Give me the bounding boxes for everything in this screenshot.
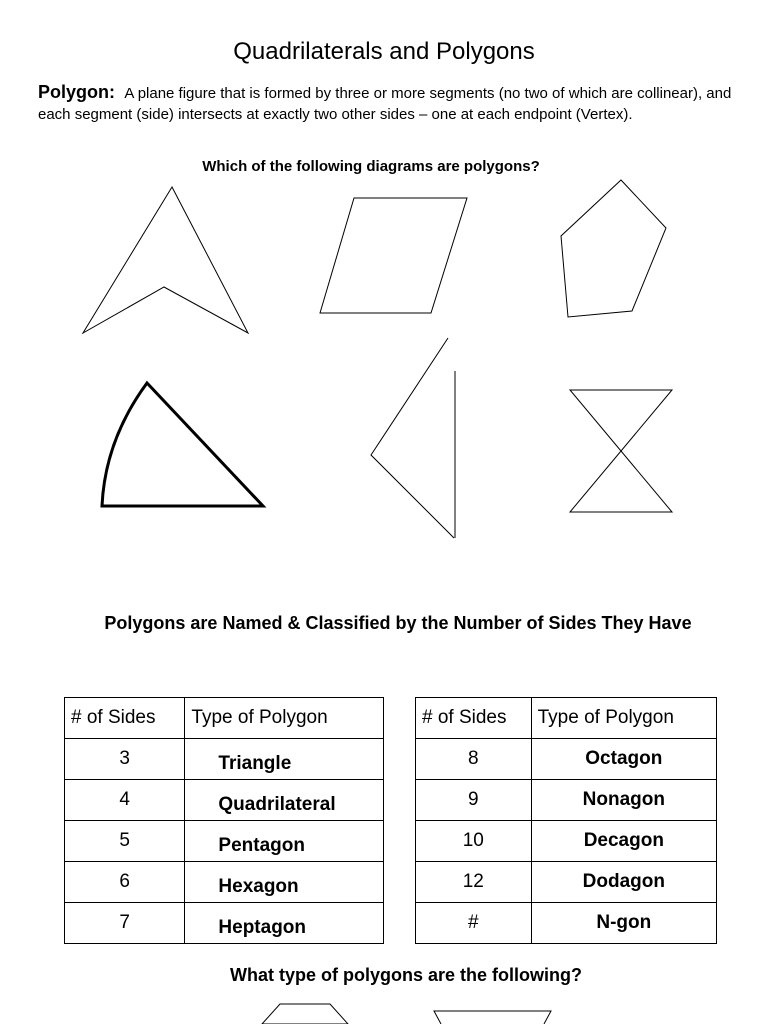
table-row bbox=[65, 739, 384, 780]
sides-cell: 12 bbox=[416, 862, 532, 903]
parallelogram-shape bbox=[320, 198, 467, 313]
sides-cell: 5 bbox=[65, 821, 185, 862]
table-row bbox=[65, 862, 384, 903]
table-row bbox=[416, 903, 717, 944]
sides-cell: 7 bbox=[65, 903, 185, 944]
table-row bbox=[416, 821, 717, 862]
polygon-name-cell: Octagon bbox=[531, 739, 716, 780]
sides-cell: 9 bbox=[416, 780, 532, 821]
sides-cell: # bbox=[416, 903, 532, 944]
bowtie-shape bbox=[570, 390, 672, 512]
definition-term: Polygon: bbox=[38, 82, 115, 102]
definition-text: A plane figure that is formed by three or more segments (no two of which are collinear), and each segment (side) intersects at exactly two other sides – one at each endpoint (Vertex). bbox=[38, 85, 732, 123]
question-which-polygons: Which of the following diagrams are polygons? bbox=[202, 158, 540, 175]
page-title: Quadrilaterals and Polygons bbox=[233, 38, 535, 65]
section-heading: Polygons are Named & Classified by the Number of Sides They Have bbox=[104, 613, 692, 633]
table-row bbox=[65, 780, 384, 821]
polygon-table-right bbox=[415, 697, 717, 944]
polygon-name-cell: Hexagon bbox=[185, 862, 384, 903]
table-row bbox=[65, 821, 384, 862]
polygon-name-cell: Heptagon bbox=[185, 903, 384, 944]
table-row bbox=[416, 780, 717, 821]
pentagon-shape bbox=[561, 180, 666, 317]
polygon-name-cell: Quadrilateral bbox=[185, 780, 384, 821]
polygon-table-left bbox=[64, 697, 384, 944]
curved-side-figure-shape bbox=[102, 383, 263, 506]
bottom-trapezoid-partial bbox=[434, 1011, 551, 1024]
bottom-hexagon-partial bbox=[262, 1004, 348, 1024]
polygon-name-cell: N-gon bbox=[531, 903, 716, 944]
polygon-name-cell: Dodagon bbox=[531, 862, 716, 903]
table-row bbox=[416, 862, 717, 903]
sides-cell: 6 bbox=[65, 862, 185, 903]
question-what-type: What type of polygons are the following? bbox=[230, 965, 582, 985]
table-row bbox=[65, 903, 384, 944]
sides-cell: 3 bbox=[65, 739, 185, 780]
polygon-name-cell: Nonagon bbox=[531, 780, 716, 821]
sides-cell: 4 bbox=[65, 780, 185, 821]
table-header-row bbox=[416, 698, 717, 739]
column-header-sides: # of Sides bbox=[416, 698, 532, 739]
sides-cell: 10 bbox=[416, 821, 532, 862]
column-header-type: Type of Polygon bbox=[531, 698, 716, 739]
table-row bbox=[416, 739, 717, 780]
polygon-name-cell: Decagon bbox=[531, 821, 716, 862]
concave-arrowhead-shape bbox=[83, 187, 248, 333]
open-figure-shape bbox=[371, 338, 455, 538]
column-header-type: Type of Polygon bbox=[185, 698, 384, 739]
polygon-name-cell: Pentagon bbox=[185, 821, 384, 862]
table-header-row bbox=[65, 698, 384, 739]
column-header-sides: # of Sides bbox=[65, 698, 185, 739]
polygon-name-cell: Triangle bbox=[185, 739, 384, 780]
sides-cell: 8 bbox=[416, 739, 532, 780]
